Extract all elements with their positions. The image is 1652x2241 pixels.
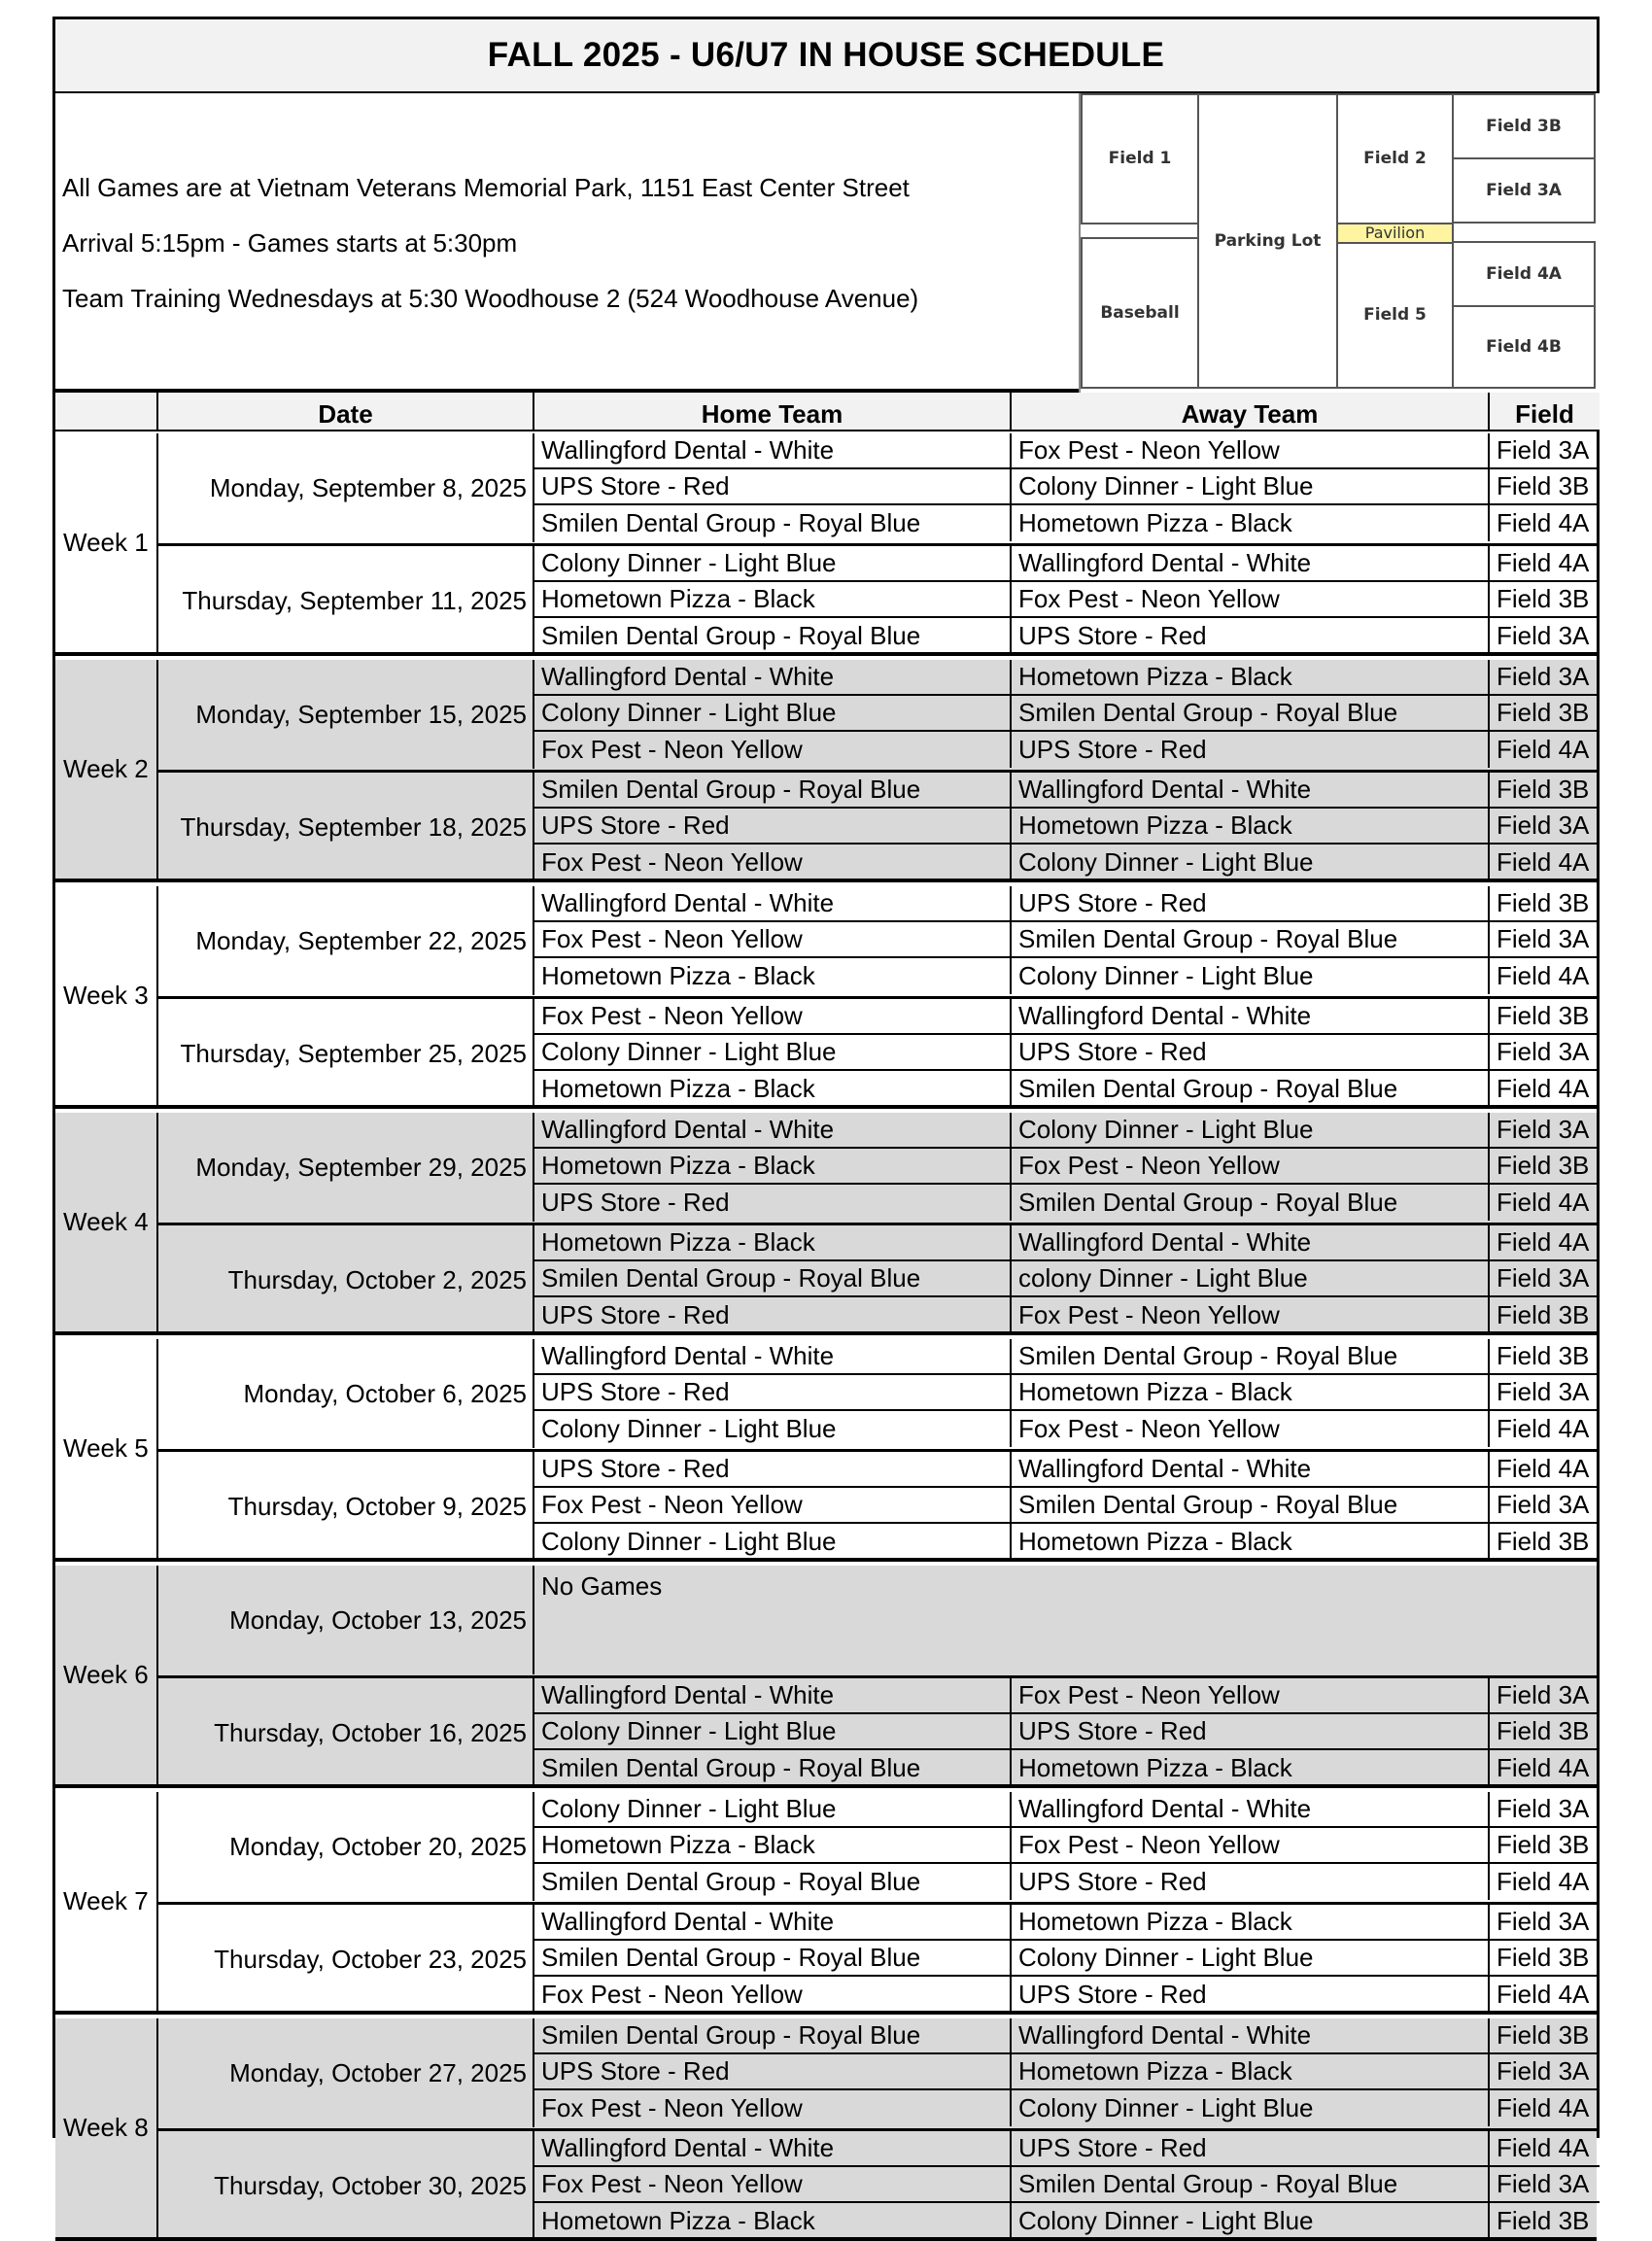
header-away-team: Away Team — [1012, 393, 1490, 431]
home-team-cell: UPS Store - Red — [534, 2054, 1012, 2088]
away-team-cell: Smilen Dental Group - Royal Blue — [1012, 2167, 1490, 2201]
field-cell: Field 3A — [1497, 2169, 1590, 2198]
day-block — [158, 1792, 1600, 1901]
date-cell: Thursday, October 2, 2025 — [158, 1225, 534, 1334]
away-team-cell: Fox Pest - Neon Yellow — [1012, 1297, 1490, 1333]
away-team-cell: Colony Dinner - Light Blue — [1012, 1113, 1490, 1147]
home-team-cell: Colony Dinner - Light Blue — [534, 1411, 1012, 1447]
home-team-cell: Fox Pest - Neon Yellow — [534, 1488, 1012, 1522]
table-row — [534, 1071, 1600, 1107]
field-cell: Field 3A — [1497, 621, 1590, 650]
away-team-cell: Hometown Pizza - Black — [1012, 1905, 1490, 1939]
field-cell: Field 3A — [1497, 1037, 1590, 1066]
home-team-cell: Hometown Pizza - Black — [534, 582, 1012, 616]
home-team-cell: Wallingford Dental - White — [534, 1905, 1012, 1939]
table-row — [534, 2090, 1600, 2126]
home-team-cell: UPS Store - Red — [534, 1375, 1012, 1409]
field-cell: Field 4A — [1497, 847, 1590, 877]
field-cell: Field 3B — [1497, 1716, 1590, 1745]
field-cell: Field 3A — [1497, 435, 1590, 465]
away-team-cell: Hometown Pizza - Black — [1012, 1375, 1490, 1409]
home-team-cell: UPS Store - Red — [534, 1185, 1012, 1221]
table-row — [534, 1750, 1600, 1786]
field-cell: Field 4A — [1497, 735, 1590, 764]
date-cell: Monday, October 13, 2025 — [158, 1566, 534, 1674]
home-team-cell: Colony Dinner - Light Blue — [534, 546, 1012, 580]
home-team-cell: UPS Store - Red — [534, 809, 1012, 843]
home-team-cell: Smilen Dental Group - Royal Blue — [534, 618, 1012, 654]
table-row — [534, 505, 1600, 541]
date-cell: Monday, September 8, 2025 — [158, 433, 534, 542]
away-team-cell: Smilen Dental Group - Royal Blue — [1012, 1488, 1490, 1522]
away-team-cell: Fox Pest - Neon Yellow — [1012, 582, 1490, 616]
week-block — [55, 1792, 1597, 2015]
field-cell: Field 4A — [1497, 1188, 1590, 1217]
date-cell: Thursday, October 23, 2025 — [158, 1905, 534, 2014]
day-block — [158, 1566, 1600, 1674]
week-label: Week 5 — [55, 1339, 158, 1558]
map-field-3a: Field 3A — [1452, 157, 1596, 224]
away-team-cell: Hometown Pizza - Black — [1012, 2054, 1490, 2088]
home-team-cell: Wallingford Dental - White — [534, 886, 1012, 920]
header-field: Field — [1490, 393, 1600, 431]
away-team-cell: Smilen Dental Group - Royal Blue — [1012, 1071, 1490, 1107]
away-team-cell: UPS Store - Red — [1012, 732, 1490, 768]
date-cell: Monday, October 20, 2025 — [158, 1792, 534, 1901]
away-team-cell: Colony Dinner - Light Blue — [1012, 2203, 1490, 2239]
map-baseball: Baseball — [1081, 237, 1199, 389]
home-team-cell: Fox Pest - Neon Yellow — [534, 845, 1012, 880]
away-team-cell: Colony Dinner - Light Blue — [1012, 469, 1490, 503]
home-team-cell: Colony Dinner - Light Blue — [534, 696, 1012, 730]
away-team-cell: Smilen Dental Group - Royal Blue — [1012, 1185, 1490, 1221]
week-block — [55, 1566, 1597, 1788]
table-row — [534, 1714, 1600, 1750]
field-cell: Field 3B — [1497, 1300, 1590, 1329]
table-row — [534, 1149, 1600, 1185]
home-team-cell: Wallingford Dental - White — [534, 1678, 1012, 1712]
away-team-cell: colony Dinner - Light Blue — [1012, 1261, 1490, 1295]
day-block — [158, 2018, 1600, 2127]
home-team-cell: UPS Store - Red — [534, 1452, 1012, 1486]
home-team-cell: Smilen Dental Group - Royal Blue — [534, 773, 1012, 807]
field-cell: Field 3A — [1497, 1794, 1590, 1823]
field-cell: Field 3A — [1497, 1115, 1590, 1144]
date-cell: Monday, September 29, 2025 — [158, 1113, 534, 1222]
training-text: Team Training Wednesdays at 5:30 Woodhouse 2 (524 Woodhouse Avenue) — [62, 284, 919, 313]
home-team-cell: Smilen Dental Group - Royal Blue — [534, 1750, 1012, 1786]
week-block — [55, 660, 1597, 882]
field-map — [1079, 93, 1600, 393]
table-row — [534, 433, 1600, 469]
home-team-cell: Hometown Pizza - Black — [534, 2203, 1012, 2239]
field-cell: Field 3B — [1497, 1943, 1590, 1972]
away-team-cell: Fox Pest - Neon Yellow — [1012, 1678, 1490, 1712]
table-row — [534, 886, 1600, 922]
day-block — [158, 886, 1600, 995]
map-pavilion: Pavilion — [1336, 223, 1454, 244]
away-team-cell: Wallingford Dental - White — [1012, 1792, 1490, 1826]
table-row — [534, 1261, 1600, 1297]
home-team-cell: Wallingford Dental - White — [534, 1113, 1012, 1147]
away-team-cell: UPS Store - Red — [1012, 1714, 1490, 1748]
table-row — [534, 809, 1600, 845]
home-team-cell: Colony Dinner - Light Blue — [534, 1524, 1012, 1560]
away-team-cell: Wallingford Dental - White — [1012, 1225, 1490, 1259]
home-team-cell: Wallingford Dental - White — [534, 433, 1012, 467]
week-block — [55, 886, 1597, 1109]
home-team-cell: UPS Store - Red — [534, 469, 1012, 503]
away-team-cell: Wallingford Dental - White — [1012, 999, 1490, 1033]
table-row — [534, 1941, 1600, 1977]
away-team-cell: UPS Store - Red — [1012, 618, 1490, 654]
field-cell: Field 3B — [1497, 698, 1590, 727]
field-cell: Field 3A — [1497, 1490, 1590, 1519]
away-team-cell: UPS Store - Red — [1012, 1035, 1490, 1069]
away-team-cell: Smilen Dental Group - Royal Blue — [1012, 1339, 1490, 1373]
away-team-cell: Colony Dinner - Light Blue — [1012, 2090, 1490, 2126]
table-row — [534, 546, 1600, 582]
week-block — [55, 433, 1597, 656]
week-block — [55, 1339, 1597, 1562]
map-field-4b: Field 4B — [1452, 305, 1596, 389]
date-cell: Monday, October 27, 2025 — [158, 2018, 534, 2127]
home-team-cell: Hometown Pizza - Black — [534, 1149, 1012, 1183]
day-block — [158, 1449, 1600, 1561]
day-block — [158, 770, 1600, 881]
table-row — [534, 660, 1600, 696]
home-team-cell: Smilen Dental Group - Royal Blue — [534, 505, 1012, 541]
field-cell: Field 4A — [1497, 548, 1590, 577]
home-team-cell: Hometown Pizza - Black — [534, 1071, 1012, 1107]
field-cell: Field 3A — [1497, 1377, 1590, 1406]
week-label: Week 6 — [55, 1566, 158, 1784]
home-team-cell: Smilen Dental Group - Royal Blue — [534, 1864, 1012, 1900]
field-cell: Field 3A — [1497, 924, 1590, 953]
away-team-cell: Smilen Dental Group - Royal Blue — [1012, 696, 1490, 730]
date-cell: Thursday, September 11, 2025 — [158, 546, 534, 655]
home-team-cell: UPS Store - Red — [534, 1297, 1012, 1333]
away-team-cell: Hometown Pizza - Black — [1012, 1524, 1490, 1560]
field-cell: Field 3B — [1497, 471, 1590, 500]
home-team-cell: Smilen Dental Group - Royal Blue — [534, 1261, 1012, 1295]
field-cell: Field 4A — [1497, 961, 1590, 990]
field-cell: Field 4A — [1497, 1454, 1590, 1483]
table-row — [534, 1225, 1600, 1261]
table-row — [534, 1185, 1600, 1221]
field-cell: Field 4A — [1497, 1980, 1590, 2009]
away-team-cell: Wallingford Dental - White — [1012, 773, 1490, 807]
field-cell: Field 4A — [1497, 1074, 1590, 1103]
away-team-cell: Colony Dinner - Light Blue — [1012, 958, 1490, 994]
field-cell: Field 4A — [1497, 1414, 1590, 1443]
table-row — [534, 1411, 1600, 1447]
home-team-cell: Smilen Dental Group - Royal Blue — [534, 1941, 1012, 1975]
map-field-5: Field 5 — [1336, 242, 1454, 389]
home-team-cell: Hometown Pizza - Black — [534, 958, 1012, 994]
home-team-cell: Smilen Dental Group - Royal Blue — [534, 2018, 1012, 2052]
week-block — [55, 2018, 1597, 2241]
home-team-cell: Hometown Pizza - Black — [534, 1225, 1012, 1259]
field-cell: Field 3A — [1497, 2056, 1590, 2086]
date-cell: Thursday, October 9, 2025 — [158, 1452, 534, 1561]
field-cell: Field 3B — [1497, 1830, 1590, 1859]
header-week — [55, 393, 158, 431]
table-row — [534, 2167, 1600, 2203]
home-team-cell: Colony Dinner - Light Blue — [534, 1792, 1012, 1826]
away-team-cell: UPS Store - Red — [1012, 1864, 1490, 1900]
table-row — [534, 1905, 1600, 1941]
away-team-cell: Wallingford Dental - White — [1012, 2018, 1490, 2052]
location-text: All Games are at Vietnam Veterans Memorial Park, 1151 East Center Street — [62, 173, 910, 202]
day-block — [158, 996, 1600, 1108]
map-field-4a: Field 4A — [1452, 241, 1596, 307]
field-cell: Field 3B — [1497, 584, 1590, 613]
week-label: Week 7 — [55, 1792, 158, 2011]
table-row — [534, 1375, 1600, 1411]
table-row — [534, 1977, 1600, 2013]
date-cell: Thursday, October 30, 2025 — [158, 2131, 534, 2240]
map-field-3b: Field 3B — [1452, 93, 1596, 159]
table-row — [534, 732, 1600, 768]
away-team-cell: Hometown Pizza - Black — [1012, 505, 1490, 541]
field-cell: Field 3B — [1497, 1341, 1590, 1370]
day-block — [158, 543, 1600, 655]
map-field-2: Field 2 — [1336, 93, 1454, 224]
home-team-cell: Fox Pest - Neon Yellow — [534, 732, 1012, 768]
home-team-cell: Fox Pest - Neon Yellow — [534, 1977, 1012, 2013]
field-cell: Field 3B — [1497, 1527, 1590, 1556]
table-row — [534, 696, 1600, 732]
table-row — [534, 1297, 1600, 1333]
table-row — [534, 922, 1600, 958]
info-box — [55, 93, 1597, 393]
field-cell: Field 3A — [1497, 1263, 1590, 1293]
week-block — [55, 1113, 1597, 1335]
table-row — [534, 469, 1600, 505]
field-cell: Field 3A — [1497, 662, 1590, 691]
away-team-cell: Fox Pest - Neon Yellow — [1012, 1149, 1490, 1183]
table-row — [534, 1524, 1600, 1560]
field-cell: Field 3A — [1497, 810, 1590, 840]
date-cell: Monday, September 15, 2025 — [158, 660, 534, 769]
away-team-cell: Fox Pest - Neon Yellow — [1012, 1411, 1490, 1447]
home-team-cell: Hometown Pizza - Black — [534, 1828, 1012, 1862]
date-cell: Thursday, September 18, 2025 — [158, 773, 534, 881]
home-team-cell: Wallingford Dental - White — [534, 1339, 1012, 1373]
home-team-cell: Colony Dinner - Light Blue — [534, 1035, 1012, 1069]
table-row — [534, 1678, 1600, 1714]
table-row — [534, 1792, 1600, 1828]
away-team-cell: Wallingford Dental - White — [1012, 546, 1490, 580]
field-cell: Field 4A — [1497, 1753, 1590, 1782]
table-row — [534, 2203, 1600, 2239]
week-label: Week 8 — [55, 2018, 158, 2237]
day-block — [158, 1339, 1600, 1448]
field-cell: Field 3B — [1497, 888, 1590, 917]
table-row — [534, 1488, 1600, 1524]
week-label: Week 3 — [55, 886, 158, 1105]
table-row — [534, 1864, 1600, 1900]
table-row — [534, 582, 1600, 618]
home-team-cell: Fox Pest - Neon Yellow — [534, 999, 1012, 1033]
day-block — [158, 1902, 1600, 2014]
field-cell: Field 3B — [1497, 2206, 1590, 2235]
table-row — [534, 1452, 1600, 1488]
home-team-cell: Colony Dinner - Light Blue — [534, 1714, 1012, 1748]
week-label: Week 1 — [55, 433, 158, 652]
day-block — [158, 660, 1600, 769]
away-team-cell: Wallingford Dental - White — [1012, 1452, 1490, 1486]
away-team-cell: UPS Store - Red — [1012, 1977, 1490, 2013]
home-team-cell: Fox Pest - Neon Yellow — [534, 2090, 1012, 2126]
field-cell: Field 3B — [1497, 1001, 1590, 1030]
away-team-cell: UPS Store - Red — [1012, 2131, 1490, 2165]
header-date: Date — [158, 393, 534, 431]
field-cell: Field 3A — [1497, 1907, 1590, 1936]
day-block — [158, 1675, 1600, 1787]
away-team-cell: Hometown Pizza - Black — [1012, 1750, 1490, 1786]
field-cell: Field 4A — [1497, 1227, 1590, 1257]
date-cell: Monday, October 6, 2025 — [158, 1339, 534, 1448]
header-home-team: Home Team — [534, 393, 1012, 431]
home-team-cell: Fox Pest - Neon Yellow — [534, 922, 1012, 956]
map-parking-lot: Parking Lot — [1197, 93, 1338, 389]
table-row — [534, 2131, 1600, 2167]
day-block — [158, 2128, 1600, 2240]
page-title: FALL 2025 - U6/U7 IN HOUSE SCHEDULE — [55, 19, 1597, 93]
away-team-cell: Hometown Pizza - Black — [1012, 809, 1490, 843]
table-row — [534, 773, 1600, 809]
field-cell: Field 3B — [1497, 1151, 1590, 1180]
field-cell: Field 3A — [1497, 1680, 1590, 1709]
table-row — [534, 845, 1600, 880]
field-cell: Field 3B — [1497, 775, 1590, 804]
map-field-1: Field 1 — [1081, 93, 1199, 224]
table-row — [534, 1035, 1600, 1071]
table-row — [534, 1339, 1600, 1375]
home-team-cell: Wallingford Dental - White — [534, 660, 1012, 694]
home-team-cell: Wallingford Dental - White — [534, 2131, 1012, 2165]
away-team-cell: Smilen Dental Group - Royal Blue — [1012, 922, 1490, 956]
table-row — [534, 2054, 1600, 2090]
away-team-cell: UPS Store - Red — [1012, 886, 1490, 920]
table-row — [534, 618, 1600, 654]
day-block — [158, 1113, 1600, 1222]
away-team-cell: Colony Dinner - Light Blue — [1012, 1941, 1490, 1975]
date-cell: Thursday, September 25, 2025 — [158, 999, 534, 1108]
field-cell: Field 4A — [1497, 2093, 1590, 2122]
date-cell: Monday, September 22, 2025 — [158, 886, 534, 995]
table-row — [534, 999, 1600, 1035]
date-cell: Thursday, October 16, 2025 — [158, 1678, 534, 1787]
no-games-note: No Games — [541, 1571, 663, 1601]
home-team-cell: Fox Pest - Neon Yellow — [534, 2167, 1012, 2201]
day-block — [158, 433, 1600, 542]
table-row — [534, 2018, 1600, 2054]
field-cell: Field 4A — [1497, 1867, 1590, 1896]
schedule-sheet — [52, 17, 1600, 2235]
day-block — [158, 1223, 1600, 1334]
week-label: Week 4 — [55, 1113, 158, 1331]
table-row — [534, 1113, 1600, 1149]
away-team-cell: Hometown Pizza - Black — [1012, 660, 1490, 694]
week-label: Week 2 — [55, 660, 158, 879]
away-team-cell: Colony Dinner - Light Blue — [1012, 845, 1490, 880]
away-team-cell: Fox Pest - Neon Yellow — [1012, 1828, 1490, 1862]
field-cell: Field 4A — [1497, 508, 1590, 537]
away-team-cell: Fox Pest - Neon Yellow — [1012, 433, 1490, 467]
field-cell: Field 4A — [1497, 2133, 1590, 2162]
table-row — [534, 958, 1600, 994]
table-row — [534, 1828, 1600, 1864]
field-cell: Field 3B — [1497, 2020, 1590, 2050]
arrival-text: Arrival 5:15pm - Games starts at 5:30pm — [62, 228, 518, 258]
